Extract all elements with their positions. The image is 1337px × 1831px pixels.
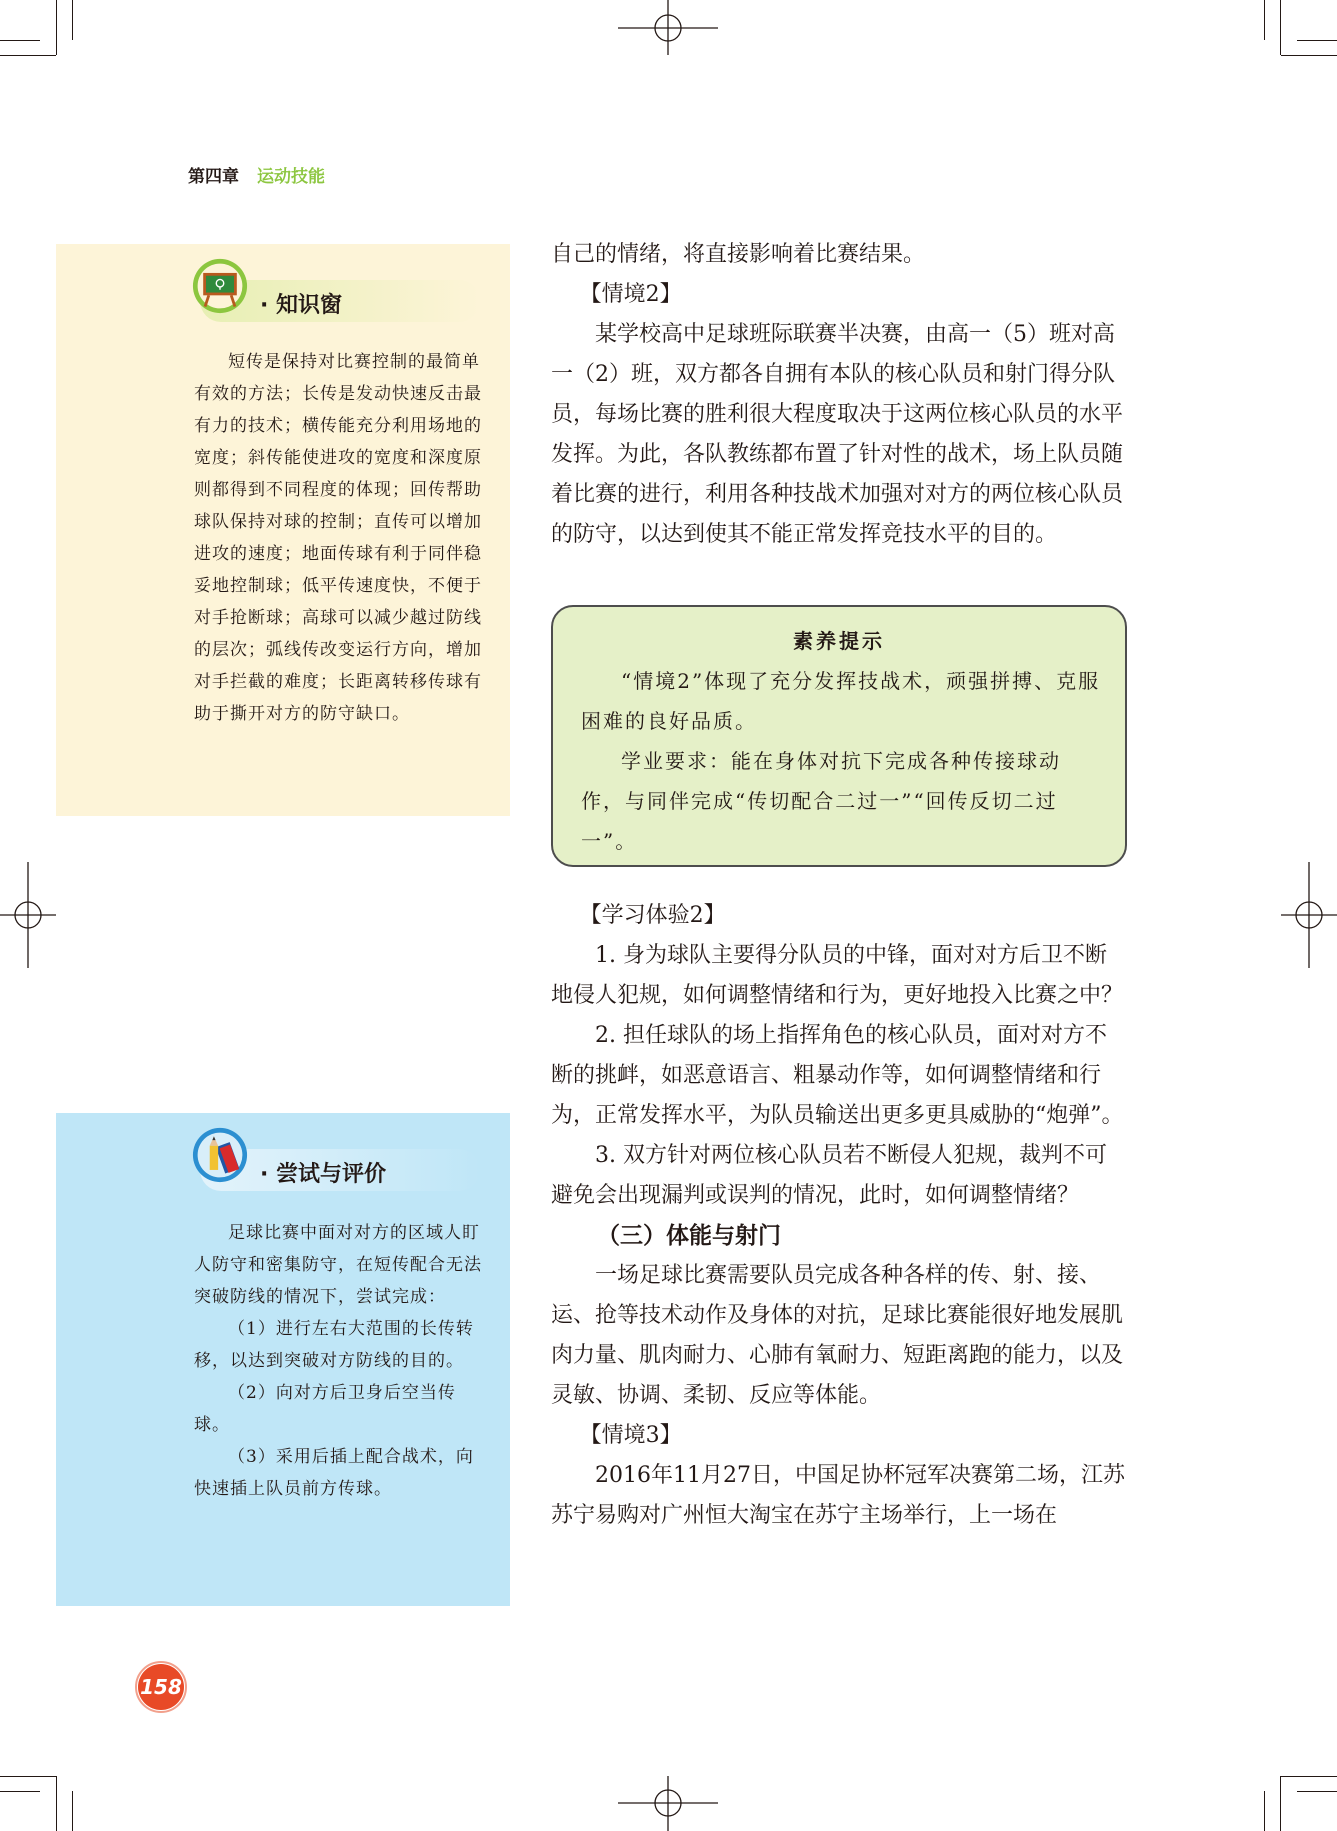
try-title: · 尝试与评价 [260,1162,387,1187]
try-item-3: （3）采用后插上配合战术，向快速插上队员前方传球。 [194,1447,474,1499]
try-item-1: （1）进行左右大范围的长传转移，以达到突破对方防线的目的。 [194,1319,474,1371]
knowledge-paragraph: 短传是保持对比赛控制的最简单有效的方法；长传是发动快速反击最有力的技术；横传能充分利用场地的宽度；斜传能使进攻的宽度和深度原则都得到不同程度的体现；回传帮助球队保持对球的控制；直传可以增加进攻的速度；地面传球有利于同伴稳妥地控制球；低平传速度快，不便于对手抢断球；高球可以减少越过防线的层次；弧线传改变运行方向，增加对手拦截的难度；长距离转移传球有助于撕开对方的防守缺口。 [194,352,482,724]
tip-paragraph-1: “情境2”体现了充分发挥技战术，顽强拼搏、克服困难的良好品质。 [581,669,1101,733]
scene-3-tag: 【情境3】 [579,1423,682,1448]
experience-2-item-1: 1. 身为球队主要得分队员的中锋，面对对方后卫不断地侵人犯规，如何调整情绪和行为，更好地投入比赛之中？ [551,943,1124,1008]
knowledge-box [56,244,510,816]
chapter-header [188,162,325,187]
tip-paragraph-2: 学业要求：能在身体对抗下完成各种传接球动作，与同伴完成“传切配合二过一”“回传反切二过一”。 [581,749,1061,853]
literacy-tip-box [551,605,1127,867]
paragraph-continued: 自己的情绪，将直接影响着比赛结果。 [551,242,926,267]
try-item-2: （2）向对方后卫身后空当传球。 [194,1383,456,1435]
knowledge-title: · 知识窗 [260,293,343,318]
page-number: 158 [138,1664,184,1710]
main-column-bottom [551,896,1127,1536]
tip-title: 素养提示 [793,629,885,653]
scene-2-tag: 【情境2】 [579,282,682,307]
main-column-top [551,235,1127,555]
knowledge-text [194,346,484,730]
chapter-name: 运动技能 [257,167,325,187]
try-evaluate-box [56,1113,510,1606]
try-text [194,1217,484,1505]
experience-2-tag: 【学习体验2】 [579,903,726,928]
scene-3-text: 2016年11月27日，中国足协杯冠军决赛第二场，江苏苏宁易购对广州恒大淘宝在苏宁主场举行，上一场在 [551,1463,1125,1528]
experience-2-item-2: 2. 担任球队的场上指挥角色的核心队员，面对对方不断的挑衅，如恶意语言、粗暴动作等，如何调整情绪和行为，正常发挥水平，为队员输送出更多更具威胁的“炮弹”。 [551,1023,1124,1128]
chapter-number: 第四章 [188,167,239,187]
try-intro: 足球比赛中面对对方的区域人盯人防守和密集防守，在短传配合无法突破防线的情况下，尝试完成： [194,1223,482,1307]
scene-2-text: 某学校高中足球班际联赛半决赛，由高一（5）班对高一（2）班，双方都各自拥有本队的核心队员和射门得分队员，每场比赛的胜利很大程度取决于这两位核心队员的水平发挥。为此，各队教练都布置了针对性的战术，场上队员随着比赛的进行，利用各种技战术加强对对方的两位核心队员的防守，以达到使其不能正常发挥竞技水平的目的。 [551,322,1124,547]
pencil-book-icon [192,1127,248,1183]
chalkboard-icon [192,258,248,314]
experience-2-item-3: 3. 双方针对两位核心队员若不断侵人犯规，裁判不可避免会出现漏判或误判的情况，此时，如何调整情绪？ [551,1143,1107,1208]
tip-body [581,661,1101,861]
section-3-title: （三）体能与射门 [597,1223,781,1249]
section-3-text: 一场足球比赛需要队员完成各种各样的传、射、接、运、抢等技术动作及身体的对抗，足球比赛能很好地发展肌肉力量、肌肉耐力、心肺有氧耐力、短距离跑的能力，以及灵敏、协调、柔韧、反应等体能。 [551,1263,1124,1408]
